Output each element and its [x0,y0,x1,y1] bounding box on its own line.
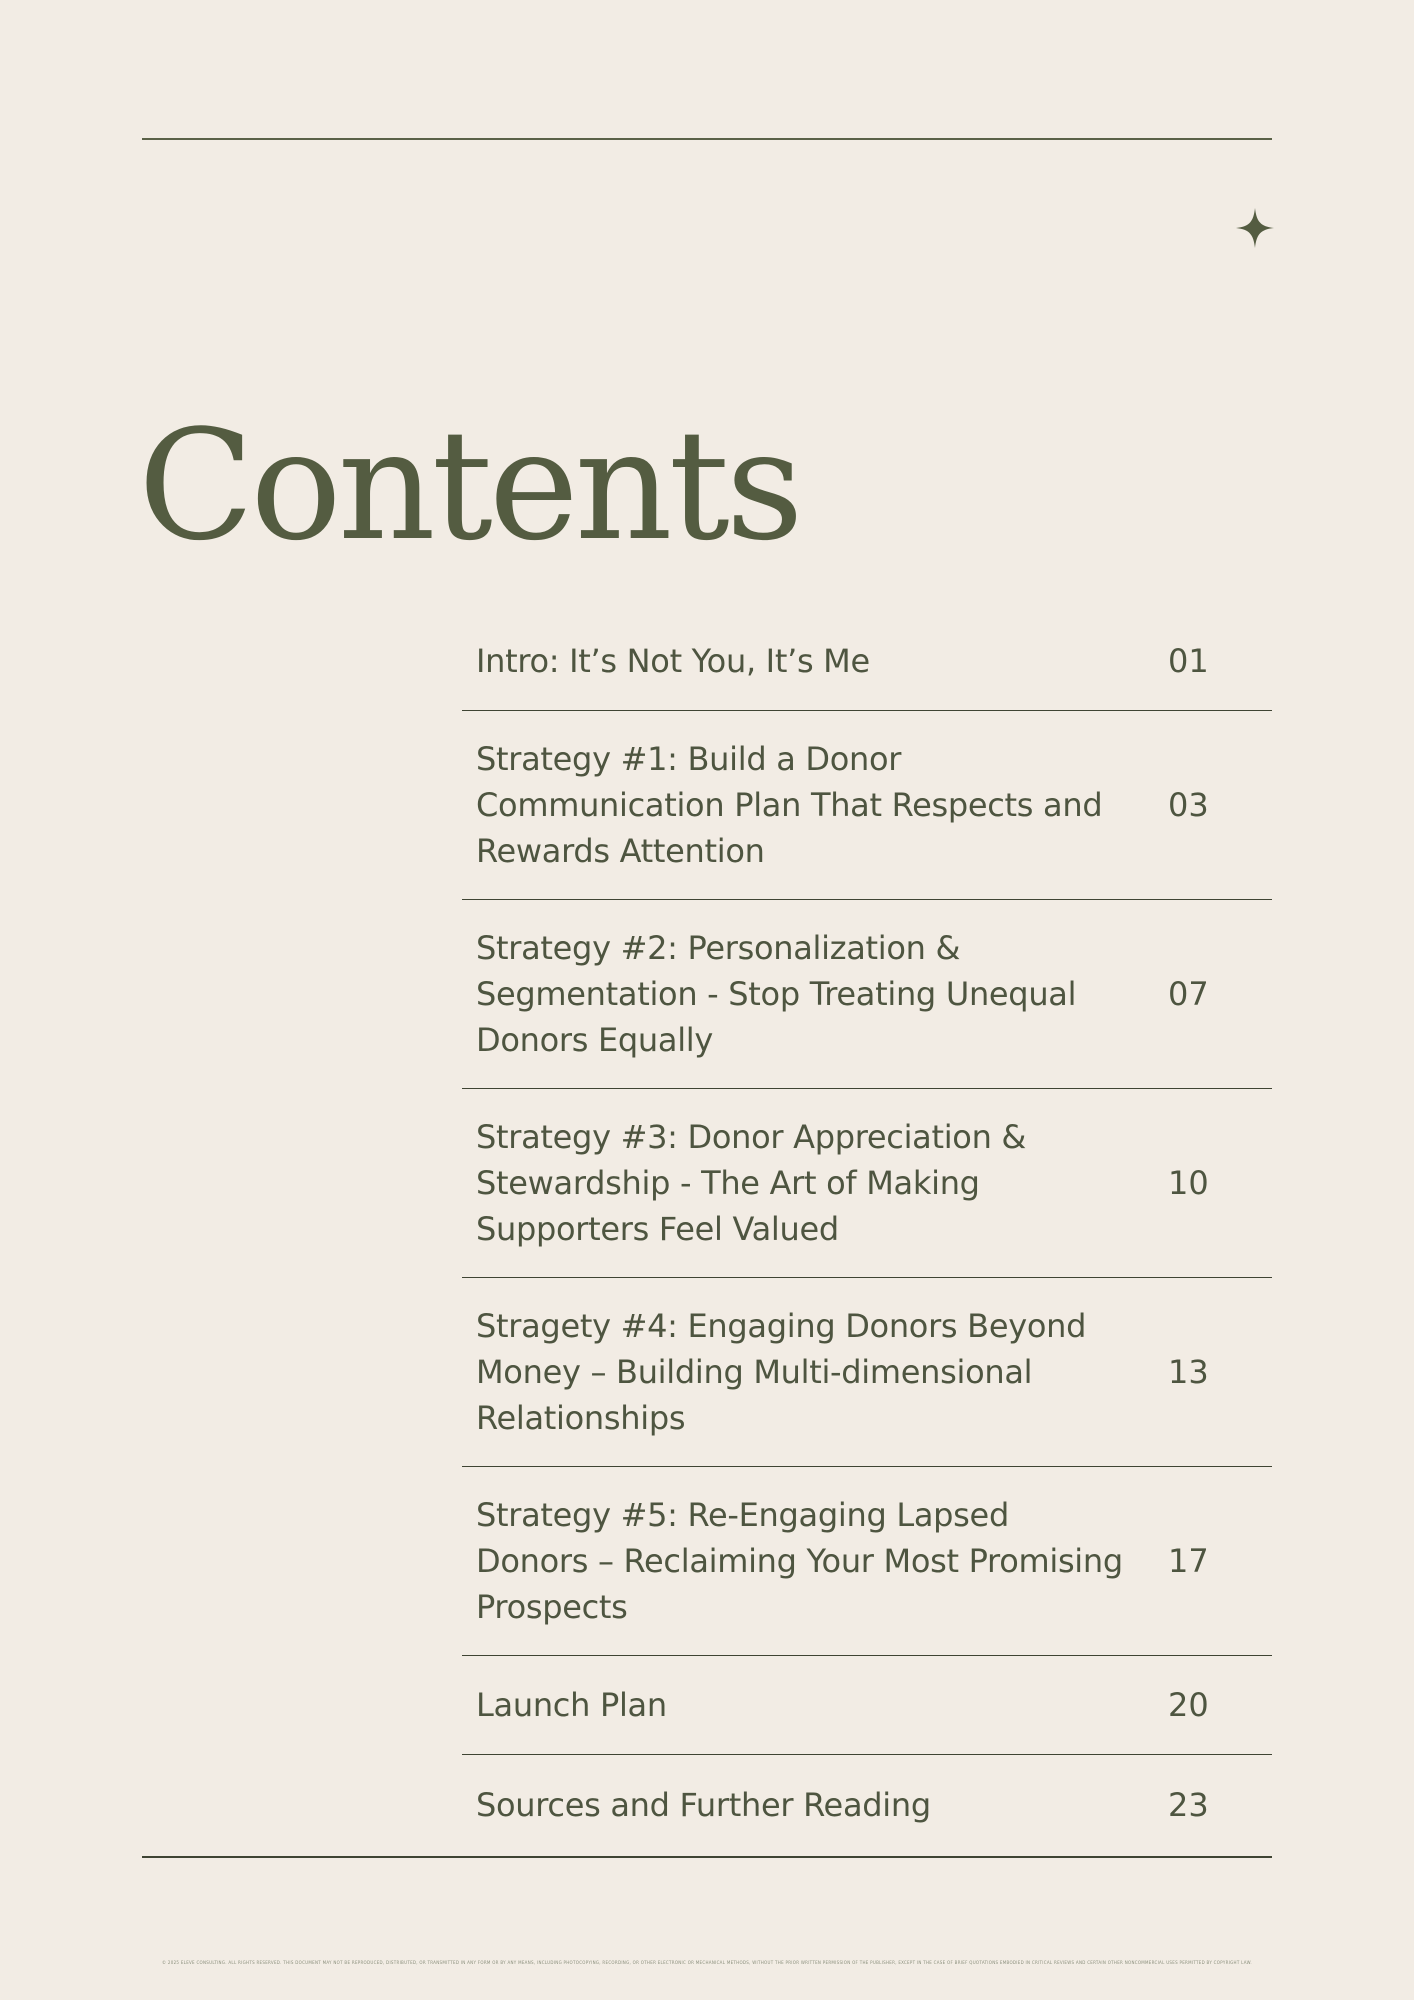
bottom-divider [142,1856,1272,1858]
toc-entry-label: Strategy #5: Re-Engaging Lapsed Donors – Reclaiming Your Most Promising Prospects [476,1496,1123,1626]
toc-entry-label: Strategy #3: Donor Appreciation & Stewardship - The Art of Making Supporters Feel Valued [476,1118,1027,1248]
toc-entry-label: Intro: It’s Not You, It’s Me [476,642,870,680]
toc-entry-strategy-3[interactable] [462,1089,1272,1278]
toc-entry-strategy-5[interactable] [462,1467,1272,1656]
toc-entry-page: 01 [1168,642,1209,680]
toc-entry-strategy-2[interactable] [462,900,1272,1089]
toc-entry-page: 07 [1168,975,1209,1013]
toc-entry-strategy-1[interactable] [462,711,1272,900]
toc-entry-sources[interactable] [462,1755,1272,1854]
toc-entry-intro[interactable] [462,612,1272,711]
toc-entry-label: Strategy #2: Personalization & Segmentation - Stop Treating Unequal Donors Equally [476,929,1077,1059]
toc-entry-label: Strategy #1: Build a Donor Communication Plan That Respects and Rewards Attention [476,740,1103,870]
toc-entry-page: 03 [1168,786,1209,824]
toc-entry-label: Sources and Further Reading [476,1785,931,1824]
page-title: Contents [138,397,800,574]
top-divider [142,138,1272,140]
toc-entry-page: 20 [1168,1686,1209,1724]
table-of-contents [462,612,1272,1854]
toc-entry-label: Launch Plan [476,1686,667,1724]
toc-entry-page: 10 [1168,1164,1209,1202]
four-point-star-icon [1236,208,1274,248]
toc-entry-page: 13 [1168,1353,1209,1391]
toc-entry-launch-plan[interactable] [462,1656,1272,1755]
toc-entry-strategy-4[interactable] [462,1278,1272,1467]
copyright-footer: © 2025 ELEVE CONSULTING. ALL RIGHTS RESERVED. THIS DOCUMENT MAY NOT BE REPRODUCED, DISTRIBUTED, OR TRANSMITTED IN ANY FORM OR BY ANY MEANS, INCLUDING PHOTOCOPYING, RECORDING, OR OTHER ELECTRONIC OR MECHANICAL METHODS, WITHOUT THE PRIOR WRITTEN PERMISSION OF THE PUBLISHER, EXCEPT IN THE CASE OF BRIEF QUOTATIONS EMBODIED IN CRITICAL REVIEWS AND CERTAIN OTHER NONCOMMERCIAL USES PERMITTED BY COPYRIGHT LAW. [162,1960,1252,1965]
toc-entry-page: 23 [1168,1785,1209,1824]
toc-entry-label: Stragety #4: Engaging Donors Beyond Money – Building Multi-dimensional Relationships [476,1307,1087,1437]
toc-entry-page: 17 [1168,1542,1209,1580]
